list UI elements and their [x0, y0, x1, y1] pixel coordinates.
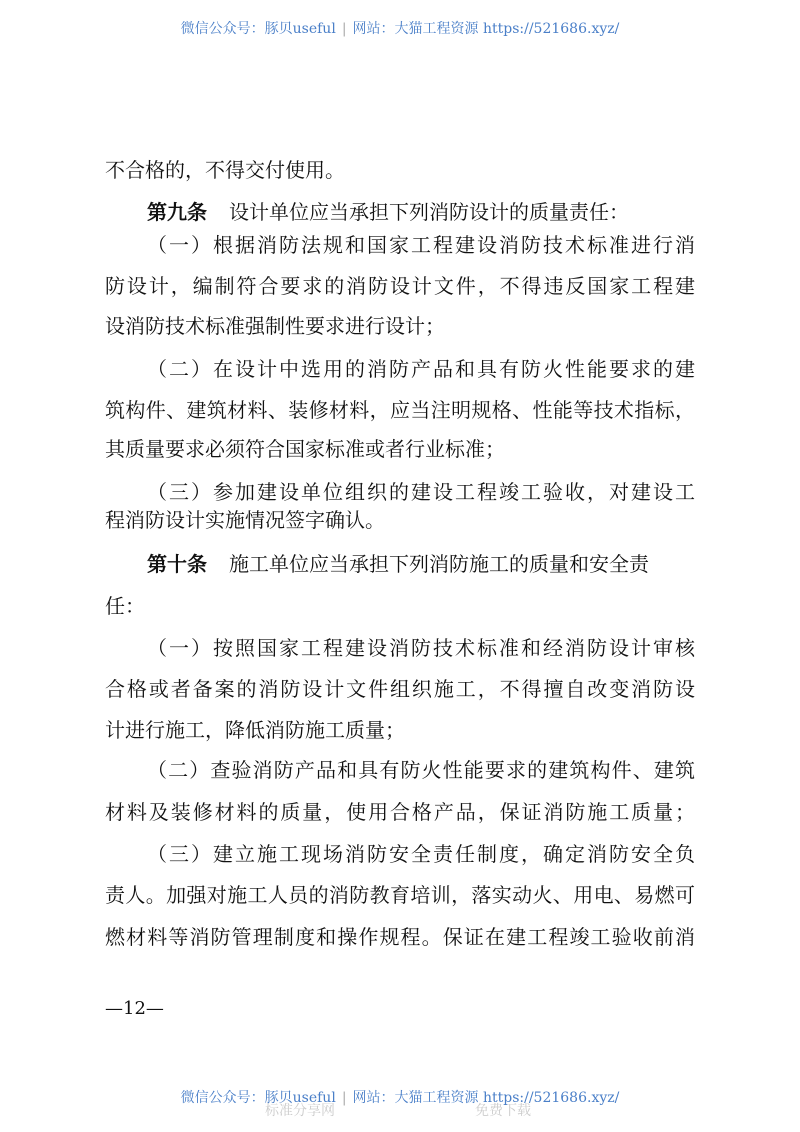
text-line: 其质量要求必须符合国家标准或者行业标准； — [105, 437, 505, 461]
article-text: 施工单位应当承担下列消防施工的质量和安全责 — [229, 552, 649, 576]
text-line: 责人。加强对施工人员的消防教育培训，落实动火、用电、易燃可 — [105, 883, 695, 907]
text-line: （一）根据消防法规和国家工程建设消防技术标准进行消 — [147, 233, 695, 257]
article-number: 第十条 — [147, 552, 207, 576]
site-link[interactable]: 网站：大猫工程资源 https://521686.xyz/ — [352, 21, 620, 37]
article-heading — [147, 550, 695, 578]
article-number: 第九条 — [147, 200, 207, 224]
article-heading — [147, 198, 695, 226]
text-line: 计进行施工，降低消防施工质量； — [105, 718, 405, 742]
divider: | — [341, 21, 347, 37]
text-line: 燃材料等消防管理制度和操作规程。保证在建工程竣工验收前消 — [105, 925, 695, 949]
text-line: 筑构件、建筑材料、装修材料，应当注明规格、性能等技术指标， — [105, 398, 695, 422]
page-number: —12— — [105, 998, 164, 1019]
text-line: 程消防设计实施情况签字确认。 — [105, 508, 385, 532]
faint-watermark-left: 标准分享网 — [265, 1103, 335, 1119]
text-line: 防设计，编制符合要求的消防设计文件，不得违反国家工程建 — [105, 274, 695, 298]
text-line: （二）查验消防产品和具有防火性能要求的建筑构件、建筑 — [147, 758, 695, 782]
footer-watermark — [0, 1087, 800, 1107]
text-line: 合格或者备案的消防设计文件组织施工，不得擅自改变消防设 — [105, 677, 695, 701]
header-watermark — [0, 18, 800, 38]
wechat-text: 微信公众号：豚贝useful — [180, 1090, 336, 1106]
divider: | — [341, 1090, 347, 1106]
site-link[interactable]: 网站：大猫工程资源 https://521686.xyz/ — [352, 1090, 620, 1106]
text-line: 设消防技术标准强制性要求进行设计； — [105, 314, 445, 338]
article-text: 设计单位应当承担下列消防设计的质量责任： — [229, 200, 629, 224]
text-line: 任： — [105, 594, 145, 618]
wechat-text: 微信公众号：豚贝useful — [180, 21, 336, 37]
text-line: （三）参加建设单位组织的建设工程竣工验收，对建设工 — [147, 480, 695, 504]
text-line: （一）按照国家工程建设消防技术标准和经消防设计审核 — [147, 636, 695, 660]
text-line: （二）在设计中选用的消防产品和具有防火性能要求的建 — [147, 357, 695, 381]
text-line: （三）建立施工现场消防安全责任制度，确定消防安全负 — [147, 842, 695, 866]
text-line: 材料及装修材料的质量，使用合格产品，保证消防施工质量； — [105, 800, 695, 824]
text-line: 不合格的，不得交付使用。 — [105, 158, 345, 182]
faint-watermark-right: 免费下载 — [475, 1103, 531, 1119]
